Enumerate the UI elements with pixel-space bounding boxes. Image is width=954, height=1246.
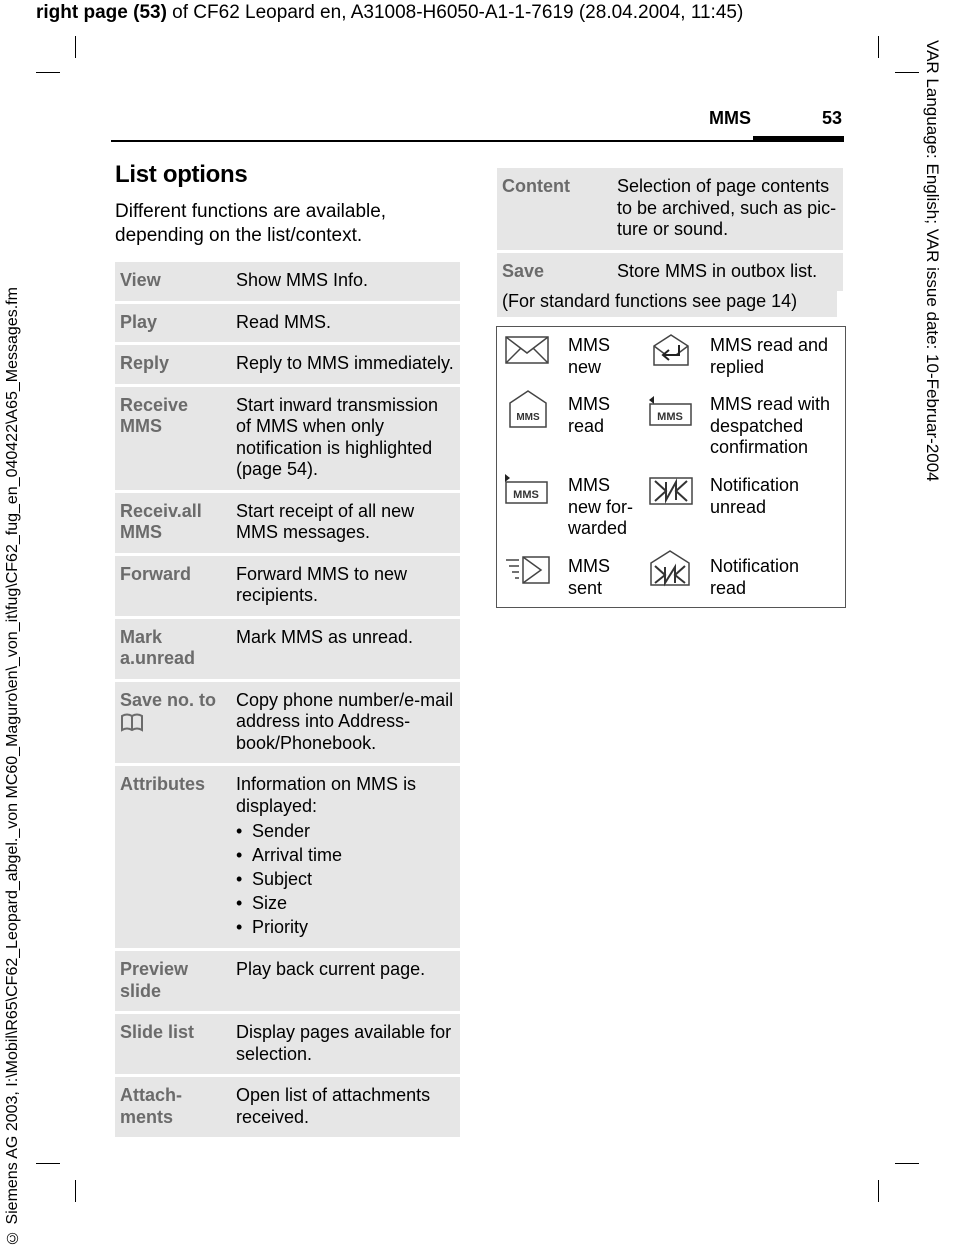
side-note-right: VAR Language: English; VAR issue date: 10-Februar-2004: [923, 40, 942, 482]
svg-text:MMS: MMS: [657, 411, 683, 423]
svg-text:MMS: MMS: [513, 489, 539, 501]
crop-mark: [878, 36, 879, 58]
icon-label: MMS new: [568, 335, 610, 377]
print-header-bold: right page (53): [36, 2, 167, 23]
option-key: Attach-ments: [115, 1077, 231, 1137]
crop-mark: [36, 72, 60, 73]
option-key: Play: [115, 304, 231, 343]
option-description: Reply to MMS immediately.: [231, 345, 460, 384]
option-key: Mark a.unread: [115, 619, 231, 679]
mms-sent-icon: [505, 555, 551, 585]
crop-mark: [75, 1180, 76, 1202]
table-row: [115, 619, 460, 679]
side-note-left: © Siemens AG 2003, I:\Mobil\R65\CF62_Leopard_abgel._von MC60_Maguro\en\_von_it\fug\CF62_fug_en_040422\A65_Messages.fm: [4, 287, 21, 1246]
mms-new-icon: [505, 336, 549, 364]
mms-read-icon: [508, 389, 548, 429]
option-description: Show MMS Info.: [231, 262, 460, 301]
option-key: Receive MMS: [115, 387, 231, 490]
option-key: View: [115, 262, 231, 301]
crop-mark: [895, 72, 919, 73]
svg-text:MMS: MMS: [516, 412, 540, 423]
mms-read-despatched-icon: [647, 395, 693, 427]
option-description: Play back current page.: [231, 951, 460, 1011]
table-row: [115, 1077, 460, 1137]
option-description: Start inward transmission of MMS when only notification is highlighted (page 54).: [231, 387, 460, 490]
table-row: [115, 951, 460, 1011]
table-row: [115, 682, 460, 764]
notification-read-icon: [649, 549, 691, 587]
table-row: [497, 168, 843, 250]
option-key: Save no. to: [120, 689, 217, 710]
option-description: Copy phone number/e-mail address into Address-book/Phonebook.: [231, 682, 460, 764]
option-key: Receiv.all MMS: [115, 493, 231, 553]
icon-label: MMS new for-warded: [568, 475, 634, 538]
crop-mark: [878, 1180, 879, 1202]
option-description: Display pages available for selection.: [231, 1014, 460, 1074]
table-row: [115, 766, 460, 948]
list-options-table: [115, 259, 460, 1140]
option-key: Save: [497, 253, 612, 292]
icon-label: MMS read with despatched confirmation: [710, 394, 831, 457]
option-description: Selection of page contents to be archived, such as pic-ture or sound.: [612, 168, 843, 250]
list-options-table-continued: [497, 165, 843, 294]
notification-unread-icon: [649, 477, 693, 505]
bullet-item: • Sender: [236, 819, 454, 843]
intro-text: Different functions are available, depending on the list/context.: [115, 201, 387, 246]
crop-mark: [36, 1163, 60, 1164]
bullet-item: • Arrival time: [236, 843, 454, 867]
option-key: Attributes: [115, 766, 231, 948]
table-row: [115, 493, 460, 553]
book-icon: [120, 713, 144, 733]
option-description: Start receipt of all new MMS messages.: [231, 493, 460, 553]
option-key: Preview slide: [115, 951, 231, 1011]
crop-mark: [895, 1163, 919, 1164]
table-row: [115, 1014, 460, 1074]
option-description: Open list of attachments received.: [231, 1077, 460, 1137]
option-description: Forward MMS to new recipients.: [231, 556, 460, 616]
table-row: [115, 345, 460, 384]
table-row: [115, 556, 460, 616]
table-row: [115, 262, 460, 301]
bullet-item: • Size: [236, 891, 454, 915]
header-tab: [753, 136, 844, 142]
page-number: 53: [822, 108, 843, 128]
bullet-item: • Priority: [236, 915, 454, 939]
option-key: Slide list: [115, 1014, 231, 1074]
option-description: Mark MMS as unread.: [231, 619, 460, 679]
print-header-rest: of CF62 Leopard en, A31008-H6050-A1-1-7619 (28.04.2004, 11:45): [166, 2, 744, 23]
option-description: Information on MMS is displayed:: [236, 774, 417, 816]
bullet-item: • Subject: [236, 867, 454, 891]
table-row: [115, 387, 460, 490]
option-description: Read MMS.: [231, 304, 460, 343]
option-key: Content: [497, 168, 612, 250]
crop-mark: [75, 36, 76, 58]
icon-legend-box: [496, 326, 846, 608]
print-header-line: [36, 2, 743, 24]
option-description-cell: [231, 766, 460, 948]
page-heading: List options: [115, 161, 248, 188]
icon-label: MMS read: [568, 394, 610, 436]
standard-functions-note: (For standard functions see page 14): [497, 289, 837, 317]
icon-label: MMS sent: [568, 556, 610, 598]
option-description: Store MMS in outbox list.: [612, 253, 843, 292]
option-key: Forward: [115, 556, 231, 616]
mms-read-replied-icon: [651, 333, 691, 367]
section-title: MMS: [709, 108, 751, 128]
icon-label: MMS read and replied: [710, 335, 829, 377]
icon-label: Notification unread: [710, 475, 800, 517]
mms-new-forwarded-icon: [503, 473, 549, 505]
header-rule: [111, 140, 844, 142]
table-row: [115, 304, 460, 343]
icon-label: Notification read: [710, 556, 800, 598]
option-key: Reply: [115, 345, 231, 384]
table-row: [497, 253, 843, 292]
option-key-cell: [115, 682, 231, 764]
